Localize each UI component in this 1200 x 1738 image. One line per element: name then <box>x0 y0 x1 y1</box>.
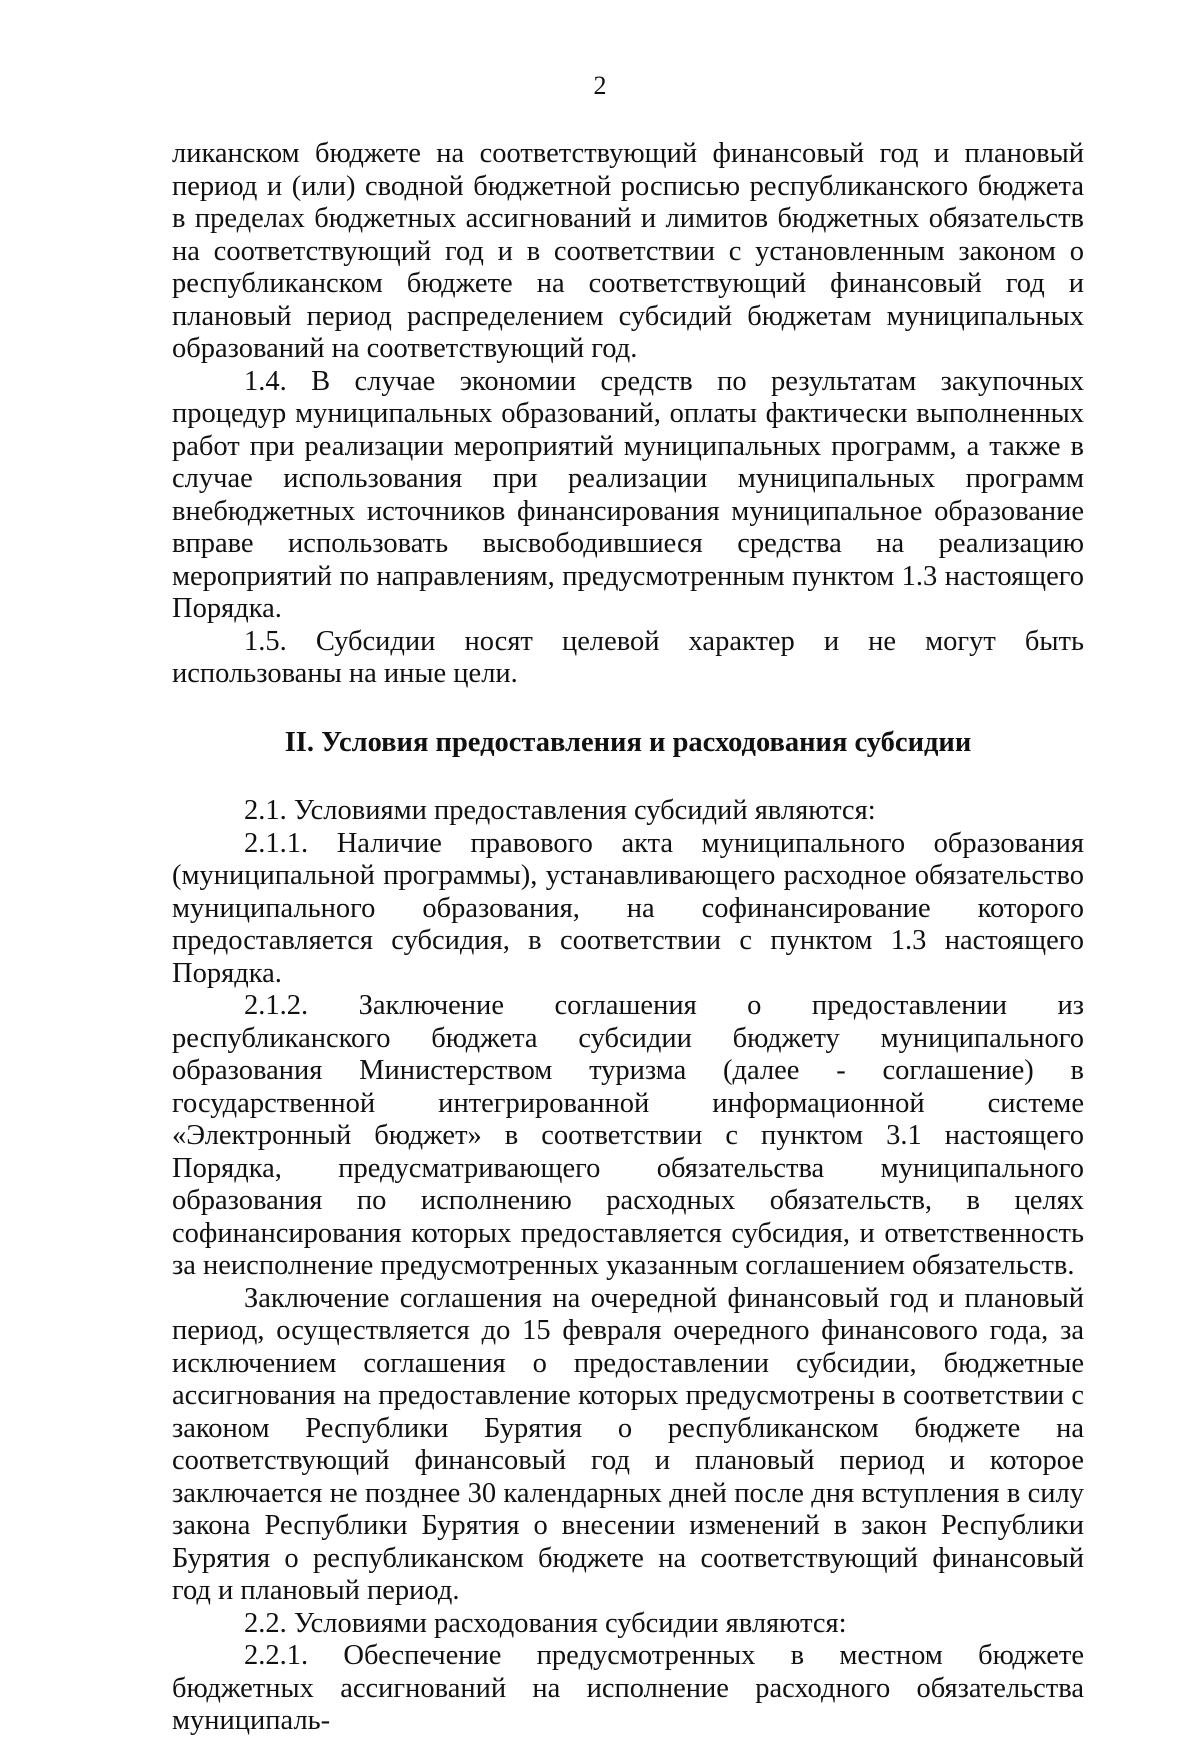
paragraph-2-1: 2.1. Условиями предоставления субсидий являются: <box>244 795 876 826</box>
paragraph-2-2-1: 2.2.1. Обеспечение предусмотренных в местном бюджете бюджетных ассигнований на исполнение расходного обязательства муниципаль- <box>172 1640 1084 1736</box>
paragraph-1-4: 1.4. В случае экономии средств по результатам закупочных процедур муниципальных образований, оплаты фактически выполненных работ при реализации мероприятий муниципальных программ, а также в случае использования при реализации муниципальных программ внебюджетных источников финансирования муниципальное образование вправе использовать высвободившиеся средства на реализацию мероприятий по направлениям, предусмотренным пунктом 1.3 настоящего Порядка. <box>172 365 1084 624</box>
paragraph-2-2: 2.2. Условиями расходования субсидии являются: <box>244 1607 847 1639</box>
document-body <box>172 138 1084 1738</box>
section-heading: II. Условия предоставления и расходования субсидии <box>284 726 972 758</box>
paragraph-agreement-deadline: Заключение соглашения на очередной финансовый год и плановый период, осуществляется до 15 февраля очередного финансового года, за исключением соглашения о предоставлении субсидии, бюджетные ассигнования на предоставление которых предусмотрены в соответствии с законом Республики Бурятия о республиканском бюджете на соответствующий финансовый год и плановый период и которое заключается не позднее 30 календарных дней после дня вступления в силу закона Республики Бурятия о внесении изменений в закон Республики Бурятия о республиканском бюджете на соответствующий финансовый год и плановый период. <box>172 1282 1084 1606</box>
page-number: 2 <box>593 71 607 100</box>
paragraph-1-5: 1.5. Субсидии носят целевой характер и не могут быть использованы на иные цели. <box>172 625 1084 689</box>
paragraph-2-1-2: 2.1.2. Заключение соглашения о предоставлении из республиканского бюджета субсидии бюджету муниципального образования Министерством туризма (далее - соглашение) в государственной интегрированной информационной системе «Электронный бюджет» в соответствии с пунктом 3.1 настоящего Порядка, предусматривающего обязательства муниципального образования по исполнению расходных обязательств, в целях софинансирования которых предоставляется субсидия, и ответственность за неисполнение предусмотренных указанным соглашением обязательств. <box>172 990 1084 1281</box>
paragraph-continuation: ликанском бюджете на соответствующий финансовый год и плановый период и (или) сводной бюджетной росписью республиканского бюджета в пределах бюджетных ассигнований и лимитов бюджетных обязательств на соответствующий год и в соответствии с установленным законом о республиканском бюджете на соответствующий финансовый год и плановый период распределением субсидий бюджетам муниципальных образований на соответствующий год. <box>172 138 1084 364</box>
paragraph-2-1-1: 2.1.1. Наличие правового акта муниципального образования (муниципальной программы), устанавливающего расходное обязательство муниципального образования, на софинансирование которого предоставляется субсидия, в соответствии с пунктом 1.3 настоящего Порядка. <box>172 827 1084 989</box>
